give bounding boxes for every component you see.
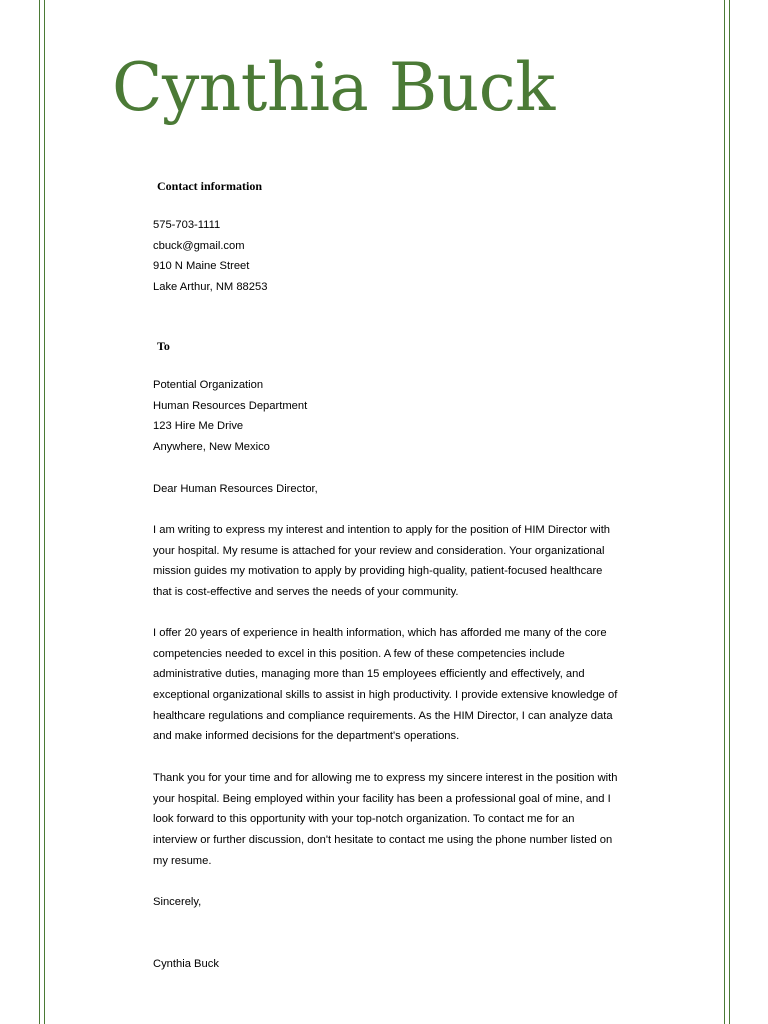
- paragraph-line: I am writing to express my interest and intention to apply for the position of HIM Director with: [153, 524, 611, 536]
- paragraph-line: and make informed decisions for the department's operations.: [153, 730, 460, 743]
- author-name: Cynthia Buck: [112, 49, 555, 126]
- paragraph-line: your hospital. Being employed within your facility has been a professional goal of mine, and I: [153, 792, 611, 805]
- contact-block: [153, 215, 267, 298]
- paragraph-line: I offer 20 years of experience in health information, which has afforded me many of the core: [153, 627, 607, 639]
- paragraph-line: your hospital. My resume is attached for your review and consideration. Your organizational: [153, 544, 605, 557]
- paragraph-line: administrative duties, managing more than 15 employees efficiently and effectively, and: [153, 668, 585, 681]
- recipient-street: 123 Hire Me Drive: [153, 420, 244, 433]
- letter-salutation: [153, 479, 318, 500]
- closing-line: Sincerely,: [153, 896, 202, 908]
- recipient-city-line: Anywhere, New Mexico: [153, 441, 270, 454]
- letter-closing: [153, 892, 201, 913]
- paragraph-line: exceptional organizational skills to assist in high productivity. I provide extensive knowledge of: [153, 689, 618, 702]
- letter-paragraph-3: [153, 768, 618, 871]
- contact-heading: Contact information: [157, 179, 262, 193]
- paragraph-line: competencies needed to excel in this position. A few of these competencies include: [153, 647, 565, 660]
- paragraph-line: that is cost-effective and serves the needs of your community.: [153, 586, 459, 599]
- paragraph-line: Thank you for your time and for allowing me to express my sincere interest in the position with: [153, 772, 618, 784]
- paragraph-line: my resume.: [153, 854, 212, 867]
- recipient-heading: To: [157, 339, 170, 353]
- page-border-left-outer: [39, 0, 40, 1024]
- letter-paragraph-2: [153, 623, 617, 747]
- paragraph-line: healthcare regulations and compliance requirements. As the HIM Director, I can analyze data: [153, 709, 613, 722]
- recipient-organization: Potential Organization: [153, 379, 264, 391]
- page-border-left-inner: [44, 0, 45, 1024]
- contact-email: cbuck@gmail.com: [153, 239, 245, 252]
- salutation-line: Dear Human Resources Director,: [153, 483, 318, 495]
- page-border-right-outer: [729, 0, 730, 1024]
- letter-paragraph-1: [153, 520, 610, 603]
- contact-city-line: Lake Arthur, NM 88253: [153, 281, 268, 294]
- letter-signature: [153, 954, 219, 975]
- paragraph-line: mission guides my motivation to apply by providing high-quality, patient-focused healthcare: [153, 565, 603, 578]
- paragraph-line: interview or further discussion, don't hesitate to contact me using the phone number listed on: [153, 834, 613, 847]
- page-border-right-inner: [724, 0, 725, 1024]
- contact-phone: 575-703-1111: [153, 219, 221, 231]
- paragraph-line: look forward to this opportunity with your top-notch organization. To contact me for an: [153, 813, 575, 826]
- recipient-block: [153, 375, 307, 458]
- recipient-department: Human Resources Department: [153, 399, 308, 412]
- contact-street: 910 N Maine Street: [153, 260, 250, 273]
- signature-name: Cynthia Buck: [153, 958, 219, 970]
